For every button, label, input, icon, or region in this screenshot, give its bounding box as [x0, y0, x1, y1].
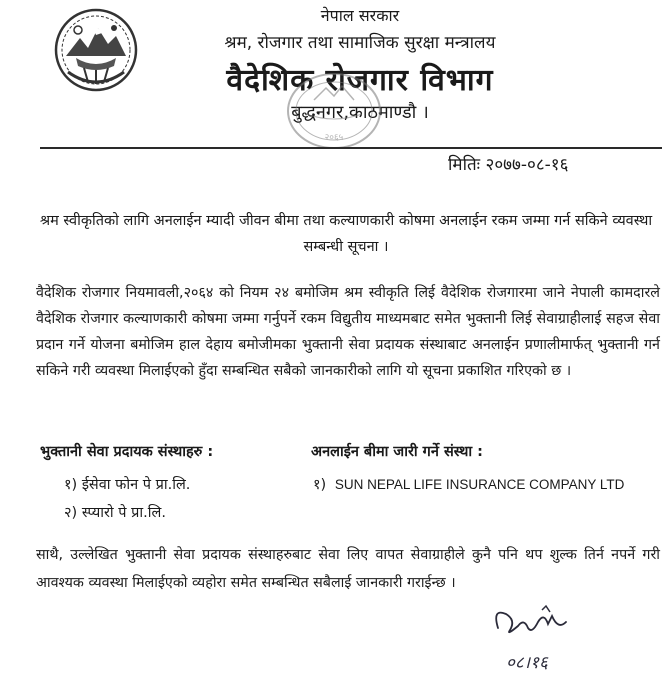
provider-name: ईसेवा फोन पे प्रा.लि. — [81, 477, 191, 493]
notice-body-paragraph-1: वैदेशिक रोजगार नियमावली,२०६४ को नियम २४ बमोजिम श्रम स्वीकृति लिई वैदेशिक रोजगारमा जाने नेपाली कामदारले वैदेशिक रोजगार कल्याणकारी कोषमा जम्मा गर्नुपर्ने रकम विद्युतीय माध्यमबाट समेत भुक्तानी लिई सेवाग्राहीलाई सहज सेवा प्रदान गर्ने योजना बमोजिम हाल देहाय बमोजीमका भुक्तानी सेवा प्रदायक संस्थाबाट अनलाईन प्रणालीमार्फत् भुक्तानी गर्न सकिने गरी व्यवस्था मिलाईएको हुँदा सम्बन्धित सबैको जानकारीको लागि यो सूचना प्रकाशित गरिएको छ । — [36, 285, 660, 379]
signature-icon — [488, 604, 598, 680]
stamp-year: २०६५ — [324, 133, 344, 143]
header-divider — [40, 147, 662, 149]
office-address: बुद्धनगर,काठमाण्डौ । — [291, 102, 429, 123]
payment-provider-item — [64, 474, 190, 494]
payment-providers-heading: भुक्तानी सेवा प्रदायक संस्थाहरु : — [40, 444, 214, 460]
notice-date: मितिः २०७७-०८-१६ — [448, 155, 569, 175]
notice-subject: श्रम स्वीकृतिको लागि अनलाईन म्यादी जीवन बीमा तथा कल्याणकारी कोषमा अनलाईन रकम जम्मा गर्न सकिने व्यवस्था सम्बन्धी सूचना । — [39, 213, 653, 255]
department-name: वैदेशिक रोजगार विभाग — [226, 63, 494, 98]
payment-provider-item — [64, 502, 166, 522]
list-number: १) — [313, 477, 327, 493]
ministry-name: श्रम, रोजगार तथा सामाजिक सुरक्षा मन्त्रालय — [224, 33, 496, 53]
nepal-emblem-icon — [54, 8, 138, 92]
list-number: १) — [64, 477, 78, 493]
provider-name: स्प्यारो पे प्रा.लि. — [81, 505, 166, 521]
insurance-providers-heading: अनलाईन बीमा जारी गर्ने संस्था : — [311, 444, 483, 460]
notice-body-paragraph-2: साथै, उल्लेखित भुक्तानी सेवा प्रदायक संस्थाहरुबाट सेवा लिए वापत सेवाग्राहीले कुनै पनि थप शुल्क तिर्न नपर्ने गरी आवश्यक व्यवस्था मिलाईएको व्यहोरा समेत सम्बन्धित सबैलाई जानकारी गराईन्छ । — [36, 547, 660, 591]
insurer-name: SUN NEPAL LIFE INSURANCE COMPANY LTD — [334, 477, 625, 492]
insurance-provider-item — [313, 474, 624, 494]
government-name: नेपाल सरकार — [320, 6, 400, 25]
signature-date: ०८।१६ — [506, 653, 548, 673]
office-stamp-icon — [284, 70, 384, 152]
list-number: २) — [64, 505, 78, 521]
